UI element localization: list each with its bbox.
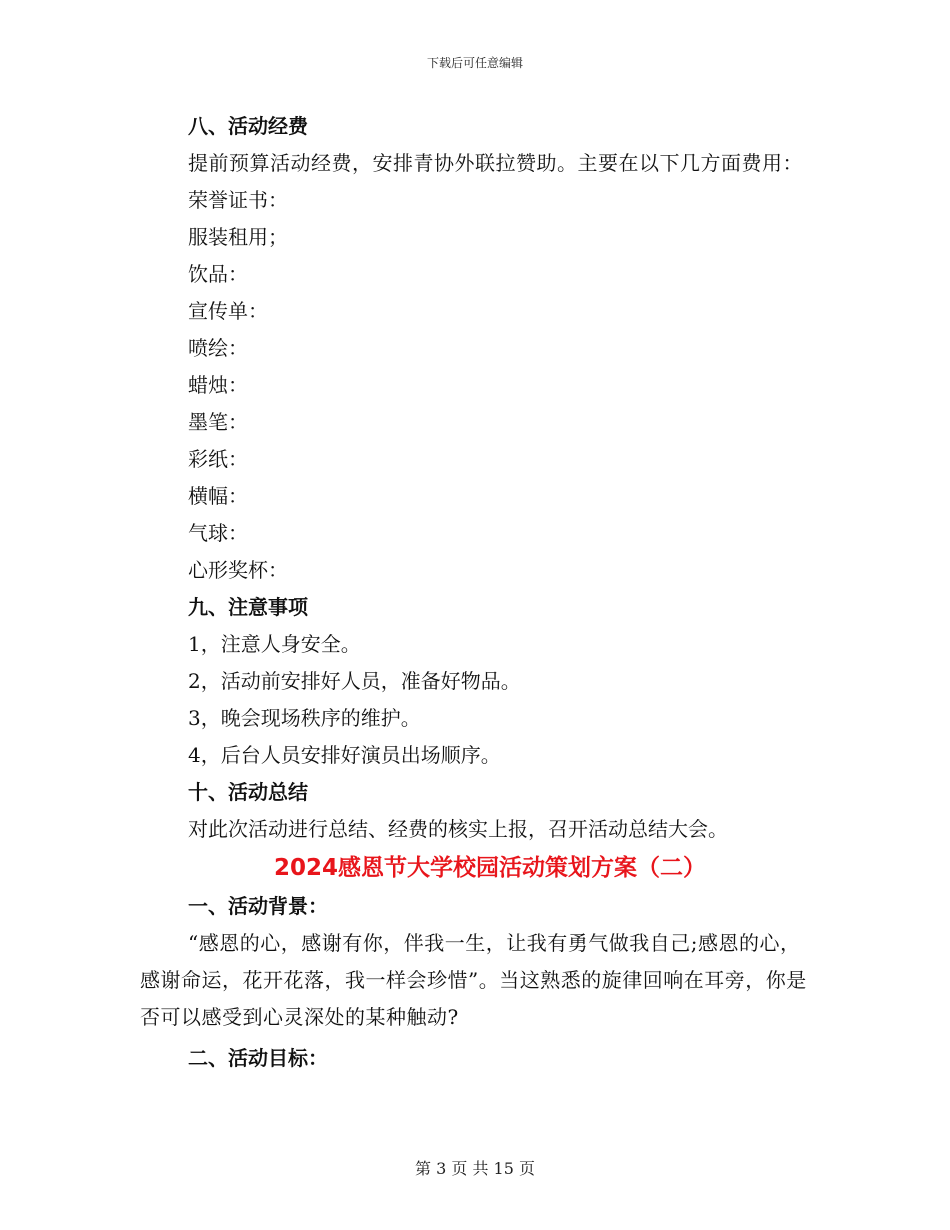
notice-item: 3，晚会现场秩序的维护。 xyxy=(188,706,421,730)
background-paragraph: “感恩的心，感谢有你，伴我一生，让我有勇气做我自己;感恩的心，感谢命运，花开花落，我一样会珍惜”。当这熟悉的旋律回响在耳旁，你是否可以感受到心灵深处的某种触动? xyxy=(140,931,807,1029)
section-10-heading: 十、活动总结 xyxy=(188,780,308,804)
section-8-heading: 八、活动经费 xyxy=(188,114,308,138)
section-9-heading: 九、注意事项 xyxy=(188,595,308,619)
section-10-text: 对此次活动进行总结、经费的核实上报，召开活动总结大会。 xyxy=(188,817,728,841)
notice-item: 1，注意人身安全。 xyxy=(188,632,361,656)
page-number-footer: 第 3 页 共 15 页 xyxy=(415,1159,535,1178)
background-heading: 一、活动背景： xyxy=(188,894,328,918)
expense-item: 服装租用； xyxy=(188,225,288,249)
section-8-intro: 提前预算活动经费，安排青协外联拉赞助。主要在以下几方面费用： xyxy=(188,151,803,175)
expense-item: 饮品： xyxy=(188,262,248,286)
document-title: 2024感恩节大学校园活动策划方案（二） xyxy=(273,855,706,881)
page-header-note: 下载后可任意编辑 xyxy=(426,56,523,70)
expense-item: 气球： xyxy=(188,521,248,545)
goal-heading: 二、活动目标： xyxy=(188,1046,328,1070)
notice-item: 4，后台人员安排好演员出场顺序。 xyxy=(188,743,501,767)
expense-item: 喷绘： xyxy=(188,336,248,360)
expense-item: 蜡烛： xyxy=(188,373,248,397)
notice-item: 2，活动前安排好人员，准备好物品。 xyxy=(188,669,521,693)
expense-item: 墨笔： xyxy=(188,410,248,434)
expense-item: 荣誉证书： xyxy=(188,188,288,212)
expense-item: 彩纸： xyxy=(188,447,248,471)
expense-item: 心形奖杯： xyxy=(188,558,288,582)
document-body xyxy=(140,108,820,1077)
expense-item: 宣传单： xyxy=(188,299,268,323)
expense-item: 横幅： xyxy=(188,484,248,508)
